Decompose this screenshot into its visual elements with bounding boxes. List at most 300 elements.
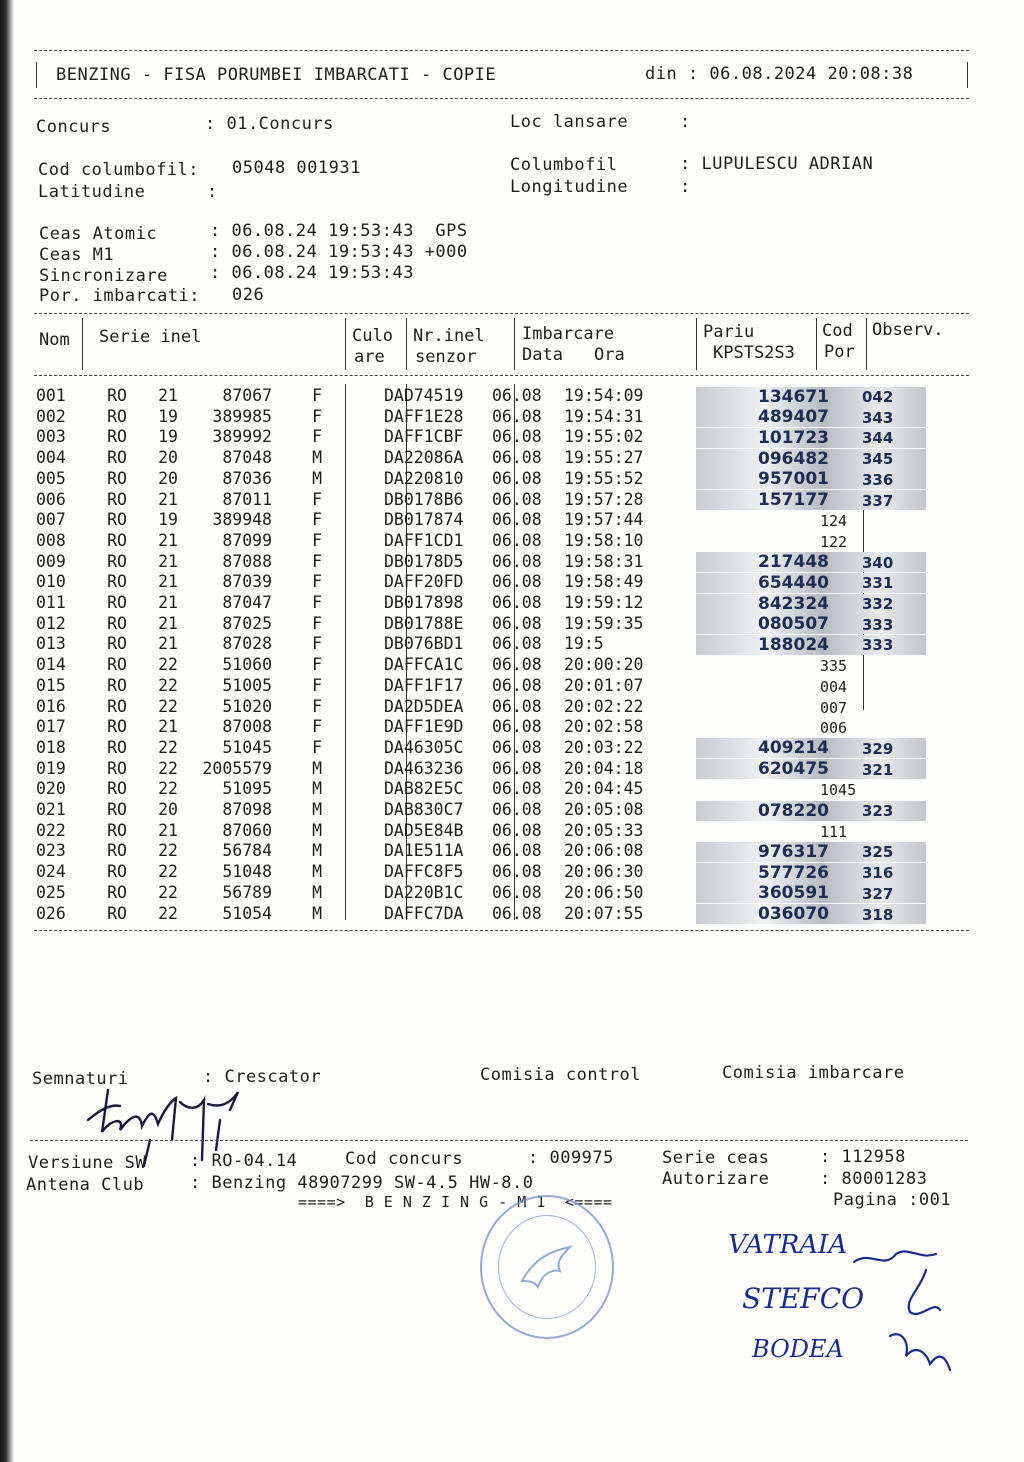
redacted-pariu-strip: 842324 xyxy=(696,594,926,614)
concurs-label: Concurs xyxy=(36,117,112,137)
row-color xyxy=(322,407,384,428)
row-cod-por: 337 xyxy=(862,491,894,510)
row-time: 19:58:49 xyxy=(564,572,644,592)
row-cod-por: 318 xyxy=(862,905,894,924)
row-year: 21 xyxy=(158,386,178,405)
row-time: 19:57:28 xyxy=(564,489,644,509)
table-row xyxy=(36,717,668,738)
row-nom: 007 xyxy=(36,510,66,530)
row-year: 21 xyxy=(158,572,178,592)
row-color xyxy=(322,655,384,676)
row-date: 06.08 xyxy=(492,386,542,405)
redacted-pariu-strip: 157177 xyxy=(696,490,926,510)
row-year: 22 xyxy=(158,696,178,716)
row-sensor: DB076BD1 xyxy=(384,634,464,654)
row-ring-number: 87060 xyxy=(222,820,272,840)
row-date: 06.08 xyxy=(492,448,542,468)
redacted-pariu-strip: 188024 xyxy=(696,635,926,655)
row-country: RO xyxy=(107,530,127,550)
row-sex: M xyxy=(312,758,322,778)
row-year: 19 xyxy=(158,427,178,447)
row-date: 06.08 xyxy=(492,593,542,613)
redacted-pariu-strip: 577726 xyxy=(696,863,926,883)
row-sex: M xyxy=(312,882,322,902)
row-sex: F xyxy=(312,655,322,675)
row-date: 06.08 xyxy=(492,613,542,633)
row-ring-number: 51048 xyxy=(222,862,272,882)
row-time: 20:06:08 xyxy=(564,841,644,861)
row-ring-number: 389985 xyxy=(212,406,272,426)
row-nom: 019 xyxy=(36,758,66,778)
row-sensor: DAFFCA1C xyxy=(384,655,464,675)
row-country: RO xyxy=(107,737,127,757)
row-ring-number: 87088 xyxy=(222,551,272,571)
row-sensor: DAD5E84B xyxy=(384,820,464,840)
row-ring-number: 51020 xyxy=(222,696,272,716)
row-color xyxy=(322,759,384,780)
row-date: 06.08 xyxy=(492,530,542,550)
row-cod-por: 336 xyxy=(862,470,894,489)
table-row xyxy=(36,841,668,862)
row-ring-number: 87036 xyxy=(222,468,272,488)
row-color xyxy=(322,862,384,883)
row-year: 22 xyxy=(158,903,178,923)
row-country: RO xyxy=(107,779,127,799)
row-sex: F xyxy=(312,427,322,447)
redacted-pariu-strip: 036070 xyxy=(696,904,926,924)
row-country: RO xyxy=(107,634,127,654)
row-ring-number: 87047 xyxy=(222,593,272,613)
row-sex: F xyxy=(312,489,322,509)
table-bottom-rule xyxy=(34,930,969,931)
row-color xyxy=(322,697,384,718)
row-color xyxy=(322,572,384,593)
table-row xyxy=(36,759,668,780)
row-nom: 024 xyxy=(36,862,66,882)
club-stamp xyxy=(480,1195,614,1339)
row-year: 21 xyxy=(158,613,178,633)
table-row xyxy=(36,552,668,573)
row-cod-por: 329 xyxy=(862,739,894,758)
row-time: 20:07:55 xyxy=(564,903,644,923)
commission-signatures xyxy=(850,1240,960,1390)
row-nom: 017 xyxy=(36,717,66,737)
row-sex: M xyxy=(312,779,322,799)
ceas-m1-value: : 06.08.24 19:53:43 +000 xyxy=(210,242,468,262)
columbofil-value: : LUPULESCU ADRIAN xyxy=(680,154,874,174)
col-header-pariu: Pariu xyxy=(703,322,755,342)
row-ring-number: 51045 xyxy=(222,737,272,757)
col-header-kpsts: KPSTS2S3 xyxy=(713,343,795,363)
table-row xyxy=(36,904,668,925)
row-time: 19:55:27 xyxy=(564,448,644,468)
row-date: 06.08 xyxy=(492,820,542,840)
row-color xyxy=(322,883,384,904)
redacted-pariu-strip: 217448 xyxy=(696,552,926,572)
row-nom: 001 xyxy=(36,386,66,405)
concurs-value: : 01.Concurs xyxy=(205,114,334,134)
row-time: 19:5 xyxy=(564,634,604,654)
row-nom: 020 xyxy=(36,779,66,799)
cod-concurs-value: : 009975 xyxy=(528,1148,614,1168)
row-date: 06.08 xyxy=(492,862,542,882)
table-row xyxy=(36,655,668,676)
row-ring-number: 87067 xyxy=(222,386,272,405)
row-year: 20 xyxy=(158,800,178,820)
page-title: BENZING - FISA PORUMBEI IMBARCATI - COPIE xyxy=(56,65,497,85)
serie-ceas-value: : 112958 xyxy=(820,1147,906,1167)
row-cod-por: 327 xyxy=(862,884,894,903)
row-ring-number: 56789 xyxy=(222,882,272,902)
row-sensor: DB0178B6 xyxy=(384,489,464,509)
footer-rule xyxy=(30,1140,968,1141)
redacted-pariu-strip: 409214 xyxy=(696,738,926,758)
latitudine-value: : xyxy=(207,182,218,202)
row-cod-por: 345 xyxy=(862,450,894,469)
row-cod-por: 331 xyxy=(862,574,894,593)
row-country: RO xyxy=(107,406,127,426)
brand-line: ====> B E N Z I N G - M 1 <==== xyxy=(298,1193,613,1211)
row-sensor: DAFF1E28 xyxy=(384,406,464,426)
row-date: 06.08 xyxy=(492,675,542,695)
row-cod-por: 316 xyxy=(862,864,894,883)
row-cod-por: 111 xyxy=(820,822,848,841)
row-year: 21 xyxy=(158,551,178,571)
sincronizare-value: : 06.08.24 19:53:43 xyxy=(210,263,414,283)
row-color xyxy=(322,593,384,614)
col-header-nom: Nom xyxy=(39,330,70,350)
row-date: 06.08 xyxy=(492,489,542,509)
row-ring-number: 87099 xyxy=(222,530,272,550)
row-cod-por: 321 xyxy=(862,760,894,779)
row-date: 06.08 xyxy=(492,572,542,592)
table-row xyxy=(36,697,668,718)
columbofil-label: Columbofil xyxy=(510,155,618,175)
row-date: 06.08 xyxy=(492,634,542,654)
row-color xyxy=(322,614,384,635)
row-nom: 023 xyxy=(36,841,66,861)
row-nom: 015 xyxy=(36,675,66,695)
redacted-pariu-strip: 078220 xyxy=(696,801,926,821)
page-number: Pagina :001 xyxy=(833,1190,952,1210)
row-nom: 016 xyxy=(36,696,66,716)
table-row xyxy=(36,614,668,635)
row-sensor: DA1E511A xyxy=(384,841,464,861)
row-sensor: DA2D5DEA xyxy=(384,696,464,716)
row-sex: F xyxy=(312,634,322,654)
row-year: 21 xyxy=(158,634,178,654)
row-year: 21 xyxy=(158,717,178,737)
row-date: 06.08 xyxy=(492,655,542,675)
comisia-imbarcare-label: Comisia imbarcare xyxy=(722,1063,905,1083)
row-sex: F xyxy=(312,593,322,613)
table-row xyxy=(36,738,668,759)
col-header-ora: Ora xyxy=(594,345,625,365)
row-country: RO xyxy=(107,675,127,695)
row-sensor: DA220810 xyxy=(384,468,464,488)
col-header-nrinel: Nr.inel xyxy=(413,326,485,346)
row-nom: 012 xyxy=(36,613,66,633)
por-imbarcati-label: Por. imbarcati: xyxy=(39,286,201,306)
row-sex: F xyxy=(312,510,322,530)
ceas-m1-label: Ceas M1 xyxy=(39,245,115,265)
autorizare-value: : 80001283 xyxy=(820,1169,928,1189)
row-country: RO xyxy=(107,427,127,447)
row-country: RO xyxy=(107,572,127,592)
table-row xyxy=(36,634,668,655)
row-year: 19 xyxy=(158,510,178,530)
row-date: 06.08 xyxy=(492,468,542,488)
row-sensor: DAFF1CBF xyxy=(384,427,464,447)
col-divider xyxy=(82,318,83,370)
row-year: 22 xyxy=(158,758,178,778)
row-time: 19:54:09 xyxy=(564,386,644,405)
col-divider xyxy=(345,318,346,370)
row-ring-number: 389992 xyxy=(212,427,272,447)
col-divider xyxy=(406,318,407,370)
row-nom: 004 xyxy=(36,448,66,468)
table-row xyxy=(36,407,668,428)
row-sex: F xyxy=(312,717,322,737)
table-row xyxy=(36,862,668,883)
row-time: 19:58:31 xyxy=(564,551,644,571)
row-country: RO xyxy=(107,468,127,488)
row-nom: 002 xyxy=(36,406,66,426)
row-date: 06.08 xyxy=(492,737,542,757)
row-sensor: DA220B1C xyxy=(384,882,464,902)
row-time: 19:58:10 xyxy=(564,530,644,550)
redacted-pariu-strip: 134671 xyxy=(696,387,926,407)
row-sensor: DAD74519 xyxy=(384,386,464,405)
col-header-senzor: senzor xyxy=(415,347,477,367)
row-color xyxy=(322,904,384,925)
table-row xyxy=(36,800,668,821)
row-date: 06.08 xyxy=(492,551,542,571)
comisia-control-label: Comisia control xyxy=(480,1065,642,1085)
row-time: 20:04:45 xyxy=(564,779,644,799)
table-row xyxy=(36,448,668,469)
row-time: 19:55:02 xyxy=(564,427,644,447)
loc-lansare-value: : xyxy=(680,112,691,132)
row-color xyxy=(322,676,384,697)
row-time: 19:59:35 xyxy=(564,613,644,633)
row-sex: F xyxy=(312,613,322,633)
row-year: 22 xyxy=(158,841,178,861)
semnaturi-label: Semnaturi xyxy=(32,1069,129,1089)
serie-ceas-label: Serie ceas xyxy=(662,1148,770,1168)
row-color xyxy=(322,821,384,842)
row-color xyxy=(322,841,384,862)
row-sensor: DAB830C7 xyxy=(384,800,464,820)
scan-edge xyxy=(0,0,14,1462)
table-row xyxy=(36,883,668,904)
row-country: RO xyxy=(107,551,127,571)
row-color xyxy=(322,427,384,448)
row-year: 21 xyxy=(158,593,178,613)
table-row xyxy=(36,572,668,593)
row-sensor: DAFF1CD1 xyxy=(384,530,464,550)
row-country: RO xyxy=(107,655,127,675)
header-left-bar xyxy=(36,62,37,88)
row-color xyxy=(322,552,384,573)
row-ring-number: 51060 xyxy=(222,655,272,675)
row-nom: 018 xyxy=(36,737,66,757)
row-sex: M xyxy=(312,448,322,468)
row-ring-number: 51054 xyxy=(222,903,272,923)
row-cod-por: 333 xyxy=(862,636,894,655)
redacted-pariu-strip: 101723 xyxy=(696,428,926,448)
table-row xyxy=(36,821,668,842)
row-sex: M xyxy=(312,800,322,820)
row-nom: 003 xyxy=(36,427,66,447)
col-divider xyxy=(816,318,817,370)
row-cod-por: 122 xyxy=(820,532,848,551)
row-nom: 013 xyxy=(36,634,66,654)
table-row xyxy=(36,593,668,614)
row-country: RO xyxy=(107,800,127,820)
row-nom: 014 xyxy=(36,655,66,675)
row-sex: F xyxy=(312,406,322,426)
header-right-bar xyxy=(967,62,968,88)
table-row xyxy=(36,676,668,697)
row-country: RO xyxy=(107,903,127,923)
row-nom: 011 xyxy=(36,593,66,613)
row-sensor: DA22086A xyxy=(384,448,464,468)
antena-value: : Benzing 48907299 SW-4.5 HW-8.0 xyxy=(190,1173,534,1193)
sincronizare-label: Sincronizare xyxy=(39,266,168,286)
ceas-atomic-value: : 06.08.24 19:53:43 GPS xyxy=(210,221,468,241)
col-header-serie: Serie inel xyxy=(99,327,202,347)
row-year: 22 xyxy=(158,882,178,902)
row-sensor: DB01788E xyxy=(384,613,464,633)
row-date: 06.08 xyxy=(492,779,542,799)
row-sensor: DB017898 xyxy=(384,593,464,613)
row-color xyxy=(322,634,384,655)
print-date: din : 06.08.2024 20:08:38 xyxy=(645,64,914,84)
row-date: 06.08 xyxy=(492,696,542,716)
row-date: 06.08 xyxy=(492,882,542,902)
row-time: 19:55:52 xyxy=(564,468,644,488)
cod-concurs-label: Cod concurs xyxy=(345,1149,464,1169)
row-time: 19:59:12 xyxy=(564,593,644,613)
redacted-pariu-strip: 620475 xyxy=(696,759,926,779)
row-nom: 009 xyxy=(36,551,66,571)
row-time: 20:00:20 xyxy=(564,655,644,675)
row-cod-por: 340 xyxy=(862,553,894,572)
row-time: 20:02:58 xyxy=(564,717,644,737)
col-header-imbarcare: Imbarcare xyxy=(522,324,615,344)
row-sensor: DAFF1E9D xyxy=(384,717,464,737)
redacted-pariu-strip: 080507 xyxy=(696,614,926,634)
row-country: RO xyxy=(107,717,127,737)
row-color xyxy=(322,510,384,531)
longitudine-label: Longitudine xyxy=(510,177,629,197)
versiune-label: Versiune SW xyxy=(28,1153,147,1173)
row-ring-number: 87098 xyxy=(222,800,272,820)
row-time: 20:05:33 xyxy=(564,820,644,840)
row-time: 19:57:44 xyxy=(564,510,644,530)
antena-label: Antena Club xyxy=(26,1175,145,1195)
table-row xyxy=(36,531,668,552)
row-date: 06.08 xyxy=(492,903,542,923)
row-year: 22 xyxy=(158,862,178,882)
row-year: 21 xyxy=(158,489,178,509)
row-country: RO xyxy=(107,510,127,530)
row-ring-number: 87028 xyxy=(222,634,272,654)
row-ring-number: 87048 xyxy=(222,448,272,468)
table-row xyxy=(36,469,668,490)
row-ring-number: 51095 xyxy=(222,779,272,799)
row-cod-por: 004 xyxy=(820,677,848,696)
row-time: 20:05:08 xyxy=(564,800,644,820)
row-time: 20:01:07 xyxy=(564,675,644,695)
row-sensor: DAFFC8F5 xyxy=(384,862,464,882)
row-ring-number: 87011 xyxy=(222,489,272,509)
row-country: RO xyxy=(107,448,127,468)
row-time: 19:54:31 xyxy=(564,406,644,426)
table-row xyxy=(36,510,668,531)
handwritten-name: STEFCO xyxy=(742,1282,865,1315)
col-divider xyxy=(696,318,697,370)
row-country: RO xyxy=(107,613,127,633)
por-imbarcati-value: 026 xyxy=(232,285,265,305)
row-color xyxy=(322,717,384,738)
row-date: 06.08 xyxy=(492,758,542,778)
row-cod-por: 323 xyxy=(862,802,894,820)
table-row xyxy=(36,779,668,800)
row-color xyxy=(322,800,384,821)
autorizare-label: Autorizare xyxy=(662,1169,770,1189)
row-year: 22 xyxy=(158,779,178,799)
row-nom: 022 xyxy=(36,820,66,840)
row-color xyxy=(322,386,384,407)
row-sex: F xyxy=(312,737,322,757)
row-year: 21 xyxy=(158,820,178,840)
row-sensor: DB017874 xyxy=(384,510,464,530)
dove-icon xyxy=(516,1241,580,1299)
row-cod-por: 124 xyxy=(820,512,848,531)
row-time: 20:06:30 xyxy=(564,862,644,882)
row-nom: 026 xyxy=(36,903,66,923)
row-date: 06.08 xyxy=(492,406,542,426)
row-sensor: DA463236 xyxy=(384,758,464,778)
cod-columbofil-value: 05048 001931 xyxy=(232,158,361,178)
row-country: RO xyxy=(107,489,127,509)
row-color xyxy=(322,531,384,552)
row-year: 22 xyxy=(158,675,178,695)
row-cod-por: 344 xyxy=(862,429,894,448)
row-sex: F xyxy=(312,572,322,592)
row-cod-por: 1045 xyxy=(820,781,857,800)
row-cod-por: 333 xyxy=(862,615,894,634)
row-sex: F xyxy=(312,675,322,695)
row-color xyxy=(322,469,384,490)
row-sex: M xyxy=(312,862,322,882)
row-ring-number: 87008 xyxy=(222,717,272,737)
row-country: RO xyxy=(107,386,127,405)
cod-columbofil-label: Cod columbofil: xyxy=(38,160,200,180)
table-header-rule xyxy=(34,375,969,376)
row-ring-number: 389948 xyxy=(212,510,272,530)
redacted-pariu-strip: 489407 xyxy=(696,407,926,427)
col-header-culoare-2: are xyxy=(354,347,385,367)
row-ring-number: 87025 xyxy=(222,613,272,633)
ceas-atomic-label: Ceas Atomic xyxy=(39,224,158,244)
row-sensor: DAFFC7DA xyxy=(384,903,464,923)
row-cod-por: 006 xyxy=(820,719,848,738)
longitudine-value: : xyxy=(680,177,691,197)
header-top-rule xyxy=(34,50,969,51)
